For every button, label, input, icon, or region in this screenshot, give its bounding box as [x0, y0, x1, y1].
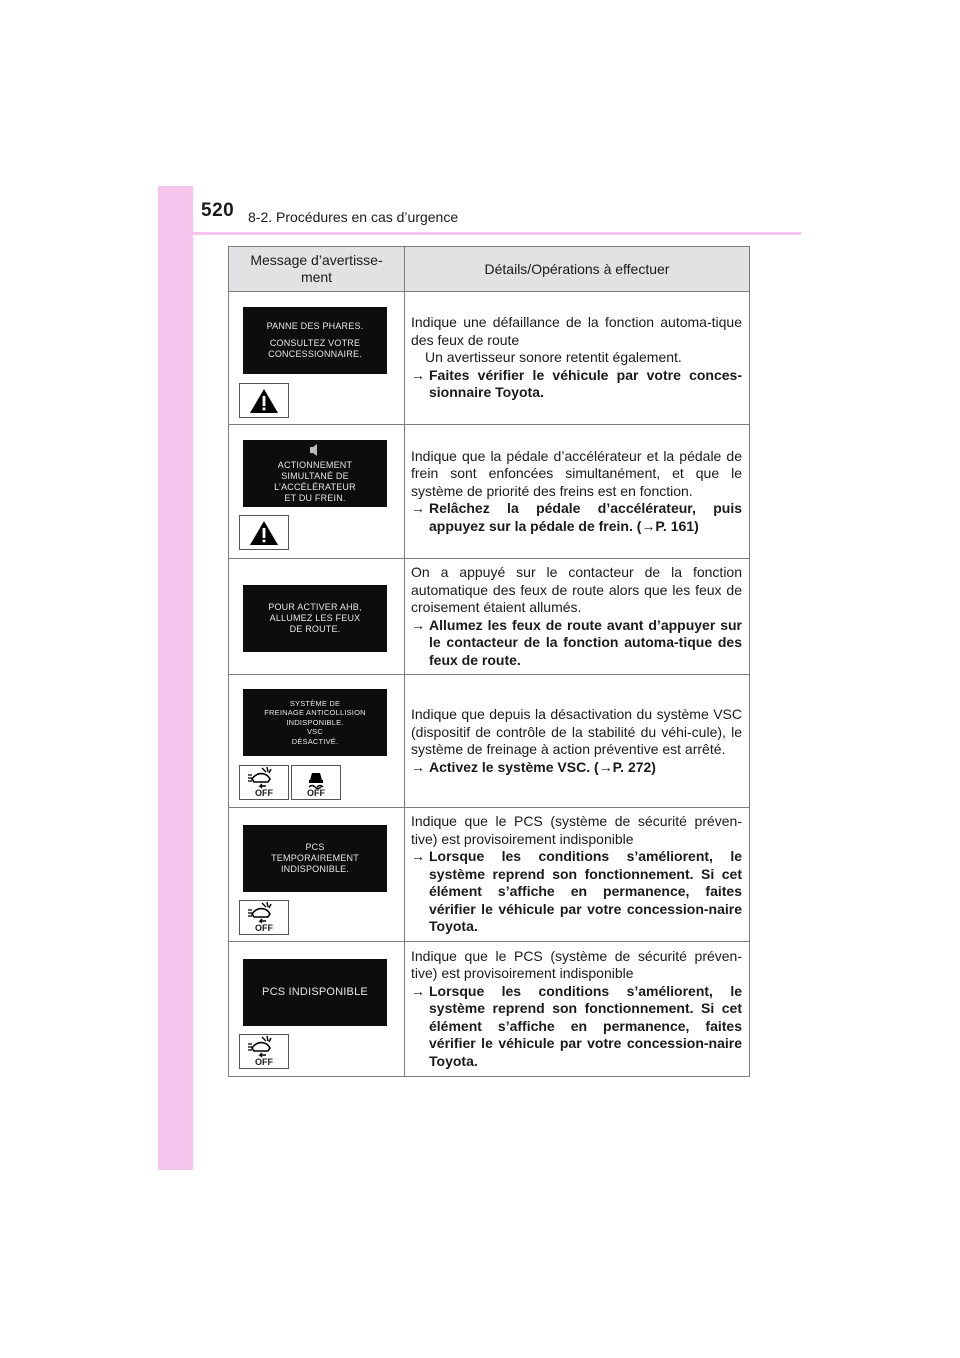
off-label: OFF: [255, 923, 273, 933]
details-text: On a appuyé sur le contacteur de la fonction automatique des feux de route alors que les feux de croisement étaient allumés.: [411, 564, 742, 615]
warning-triangle-icon: [239, 515, 289, 550]
details-extra: Un avertisseur sonore retentit également.: [425, 349, 682, 366]
header-rule: [193, 232, 801, 235]
page-number: 520: [201, 200, 235, 221]
screen-line: FREINAGE ANTICOLLISION: [264, 708, 366, 718]
warning-triangle-icon: [239, 383, 289, 418]
screen-line: TEMPORAIREMENT: [271, 853, 359, 863]
details-text: Indique que la pédale d’accélérateur et la pédale de frein sont enfoncées simultanément, et que le système de priorité des freins est en fonction.: [411, 447, 742, 499]
message-cell: [229, 942, 405, 1077]
action-text: Lorsque les conditions s’améliorent, le système reprend son fonctionnement. Si cet élément s’affiche en permanence, faites vérifier le véhicule par votre concession-naire Toyota.: [429, 848, 742, 935]
table-row: [229, 942, 750, 1077]
arrow-icon: →: [411, 366, 425, 383]
action-text: Activez le système VSC. (→P. 272): [429, 758, 656, 775]
details-cell: [405, 808, 750, 942]
display-screen: [243, 585, 387, 652]
table-row: [229, 559, 750, 675]
details-cell: [405, 559, 750, 675]
table-row: [229, 292, 750, 425]
details-text: Indique que le PCS (système de sécurité préven-tive) est provisoirement indisponible: [411, 813, 742, 847]
screen-line: SIMULTANÉ DE: [281, 470, 349, 481]
screen-line: VSC: [306, 727, 324, 737]
screen-line: POUR ACTIVER AHB,: [268, 602, 362, 612]
details-text: Indique une défaillance de la fonction automa-tique des feux de route: [411, 314, 742, 348]
display-screen: [243, 825, 387, 892]
screen-line: INDISPONIBLE.: [286, 717, 344, 727]
pcs-off-icon: [239, 1034, 289, 1069]
action-instruction: [411, 500, 742, 535]
screen-line: DE ROUTE.: [289, 624, 341, 634]
screen-line: CONSULTEZ VOTRE: [269, 338, 361, 348]
action-instruction: [411, 617, 742, 670]
display-screen: [243, 689, 387, 756]
screen-line: L’ACCÉLÉRATEUR: [274, 481, 356, 492]
table-row: [229, 808, 750, 942]
details-text: Indique que depuis la désactivation du système VSC (dispositif de contrôle de la stabilité du véhi-cule), le système de freinage à action préventive est arrêté.: [411, 706, 742, 757]
off-label: OFF: [255, 1057, 273, 1067]
details-cell: [405, 425, 750, 559]
pcs-off-icon: [239, 900, 289, 935]
table-header-row: [229, 247, 750, 292]
column-header-details: Détails/Opérations à effectuer: [405, 247, 750, 292]
display-screen: [243, 440, 387, 507]
warning-message-table: [228, 246, 750, 1077]
message-cell: [229, 675, 405, 808]
column-header-message: Message d’avertisse-ment: [229, 247, 405, 292]
arrow-icon: →: [411, 616, 425, 633]
display-screen: [243, 307, 387, 374]
section-title: 8-2. Procédures en cas d’urgence: [248, 209, 459, 225]
chapter-tab: [158, 186, 193, 1170]
details-cell: [405, 292, 750, 425]
screen-line: PANNE DES PHARES.: [266, 321, 364, 331]
action-instruction: [411, 759, 742, 777]
details-cell: [405, 942, 750, 1077]
screen-line: CONCESSIONNAIRE.: [268, 349, 362, 359]
screen-line: PCS INDISPONIBLE: [262, 986, 368, 998]
details-cell: [405, 675, 750, 808]
action-text: Allumez les feux de route avant d’appuyer sur le contacteur de la fonction automa-tique des feux de route.: [429, 616, 742, 668]
arrow-icon: →: [411, 500, 425, 517]
screen-line: ALLUMEZ LES FEUX: [269, 613, 361, 623]
action-instruction: [411, 367, 742, 402]
details-text: Indique que le PCS (système de sécurité préven-tive) est provisoirement indisponible: [411, 947, 742, 982]
display-screen: [243, 959, 387, 1026]
off-label: OFF: [255, 788, 273, 798]
action-instruction: [411, 848, 742, 936]
table-row: [229, 425, 750, 559]
arrow-icon: →: [411, 758, 425, 775]
action-text: Lorsque les conditions s’améliorent, le système reprend son fonctionnement. Si cet élément s’affiche en permanence, faites vérifier le véhicule par votre concession-naire Toyota.: [429, 982, 742, 1069]
message-cell: [229, 425, 405, 559]
screen-line: SYSTÈME DE: [289, 698, 341, 708]
screen-line: PCS: [305, 842, 325, 852]
message-cell: [229, 292, 405, 425]
screen-line: DÉSACTIVÉ.: [291, 736, 339, 746]
screen-line: ET DU FREIN.: [284, 492, 346, 503]
message-cell: [229, 808, 405, 942]
vsc-off-icon: [291, 765, 341, 800]
action-text: Faites vérifier le véhicule par votre conces-sionnaire Toyota.: [429, 366, 742, 401]
sound-icon: [308, 444, 322, 456]
arrow-icon: →: [411, 982, 425, 999]
action-instruction: [411, 983, 742, 1071]
action-text: Relâchez la pédale d’accélérateur, puis appuyez sur la pédale de frein. (→P. 161): [429, 500, 742, 534]
table-row: [229, 675, 750, 808]
off-label: OFF: [307, 788, 325, 798]
screen-line: INDISPONIBLE.: [280, 864, 350, 874]
arrow-icon: →: [411, 848, 425, 865]
pcs-off-icon: [239, 765, 289, 800]
message-cell: [229, 559, 405, 675]
screen-line: ACTIONNEMENT: [277, 459, 353, 470]
